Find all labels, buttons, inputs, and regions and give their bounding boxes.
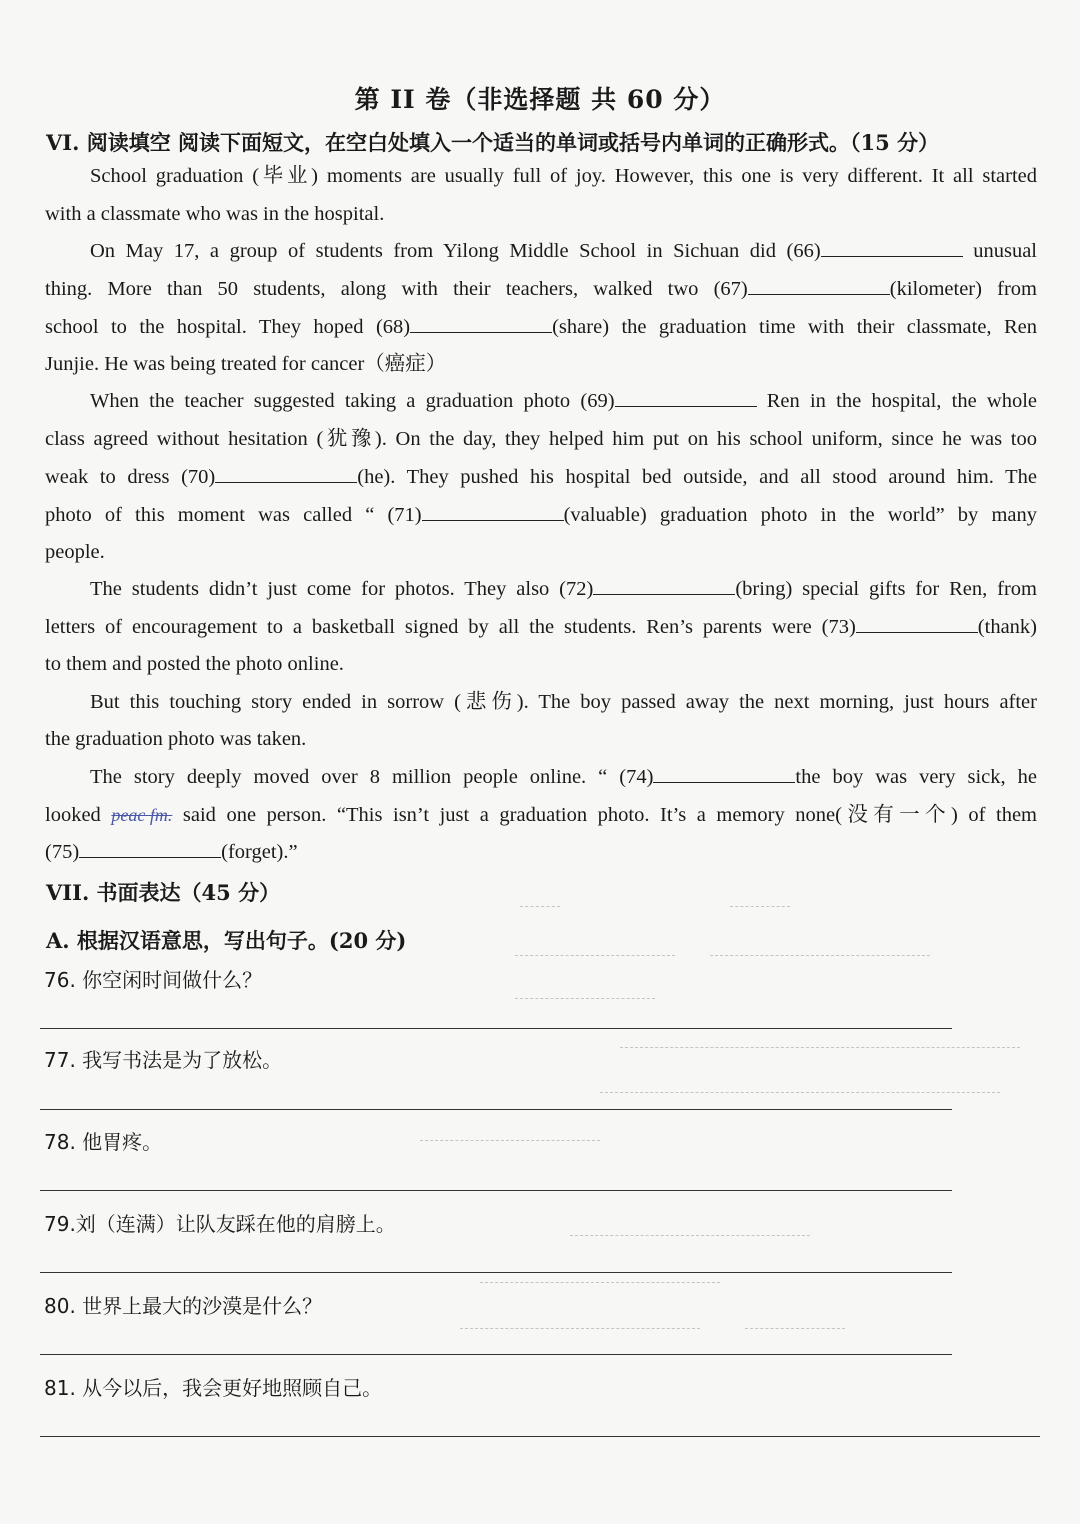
answer-line-76[interactable] bbox=[40, 1028, 952, 1029]
blank-71[interactable] bbox=[422, 502, 564, 521]
passage-line bbox=[90, 238, 1037, 264]
blank-67[interactable] bbox=[748, 276, 890, 295]
passage-line bbox=[90, 576, 1037, 602]
passage-text: letters of encouragement to a basketball signed by all the students. Ren’s parents were (73) bbox=[45, 616, 856, 638]
passage-line bbox=[90, 764, 1037, 790]
question-77: 77. 我写书法是为了放松。 bbox=[44, 1048, 283, 1072]
passage-text: The story deeply moved over 8 million people online. “ (74) bbox=[90, 766, 654, 788]
passage-line bbox=[90, 388, 1037, 414]
scan-smudge bbox=[745, 1328, 845, 1329]
passage-line bbox=[45, 839, 1037, 865]
passage-line: But this touching story ended in sorrow (悲伤). The boy passed away the next morning, just hours after bbox=[90, 691, 1037, 713]
blank-68[interactable] bbox=[410, 314, 552, 333]
question-76: 76. 你空闲时间做什么？ bbox=[44, 968, 263, 992]
section-7a-heading: A. 根据汉语意思，写出句子。(20 分) bbox=[46, 928, 407, 953]
section-6-heading: VI. 阅读填空 阅读下面短文，在空白处填入一个适当的单词或括号内单词的正确形式。（15 分） bbox=[46, 130, 940, 155]
passage-line bbox=[45, 614, 1037, 640]
passage-line: Junjie. He was being treated for cancer（癌症） bbox=[45, 353, 447, 375]
scan-smudge bbox=[570, 1235, 810, 1236]
passage-text: When the teacher suggested taking a graduation photo (69) bbox=[90, 390, 615, 412]
scan-smudge bbox=[710, 955, 930, 956]
scan-smudge bbox=[420, 1140, 600, 1141]
passage-line bbox=[45, 802, 1037, 828]
scan-smudge bbox=[515, 998, 655, 999]
blank-75[interactable] bbox=[79, 839, 221, 858]
passage-text: said one person. “This isn’t just a graduation photo. It’s a memory none(没有一个) of them bbox=[172, 804, 1037, 826]
passage-text: (forget).” bbox=[221, 841, 298, 863]
question-81: 81. 从今以后，我会更好地照顾自己。 bbox=[44, 1376, 383, 1400]
passage-text: the boy was very sick, he bbox=[795, 766, 1037, 788]
scan-smudge bbox=[620, 1047, 1020, 1048]
answer-line-78[interactable] bbox=[40, 1190, 952, 1191]
passage-line bbox=[45, 314, 1037, 340]
passage-line bbox=[45, 276, 1037, 302]
scan-smudge bbox=[600, 1092, 1000, 1093]
scan-smudge bbox=[480, 1282, 720, 1283]
answer-line-77[interactable] bbox=[40, 1109, 952, 1110]
answer-line-79[interactable] bbox=[40, 1272, 952, 1273]
blank-66[interactable] bbox=[821, 238, 963, 257]
blank-69[interactable] bbox=[615, 388, 757, 407]
passage-text: (valuable) graduation photo in the world” by many bbox=[563, 504, 1037, 526]
passage-line: the graduation photo was taken. bbox=[45, 728, 307, 750]
passage-text: Ren in the hospital, the whole bbox=[756, 390, 1037, 412]
answer-line-81[interactable] bbox=[40, 1436, 1040, 1437]
question-80: 80. 世界上最大的沙漠是什么？ bbox=[44, 1294, 323, 1318]
handwritten-mark: peac fm. bbox=[111, 805, 173, 825]
scan-smudge bbox=[460, 1328, 700, 1329]
scan-smudge bbox=[515, 955, 675, 956]
passage-line: School graduation (毕业) moments are usually full of joy. However, this one is very different. It all started bbox=[90, 165, 1037, 187]
scan-smudge bbox=[730, 906, 790, 907]
passage-text: (he). They pushed his hospital bed outside, and all stood around him. The bbox=[357, 466, 1037, 488]
passage-text: (75) bbox=[45, 841, 80, 863]
passage-text: On May 17, a group of students from Yilong Middle School in Sichuan did (66) bbox=[90, 240, 821, 262]
passage-text: photo of this moment was called “ (71) bbox=[45, 504, 422, 526]
paper-title: 第 II 卷（非选择题 共 60 分） bbox=[354, 85, 726, 114]
scan-smudge bbox=[520, 906, 560, 907]
blank-74[interactable] bbox=[653, 764, 795, 783]
question-78: 78. 他胃疼。 bbox=[44, 1130, 163, 1154]
passage-line: people. bbox=[45, 541, 105, 563]
passage-line: class agreed without hesitation (犹豫). On the day, they helped him put on his school uniform, since he was too bbox=[45, 428, 1037, 450]
passage-text: thing. More than 50 students, along with their teachers, walked two (67) bbox=[45, 278, 748, 300]
passage-line bbox=[45, 502, 1037, 528]
question-79: 79.刘（连满）让队友踩在他的肩膀上。 bbox=[44, 1212, 396, 1236]
passage-line: to them and posted the photo online. bbox=[45, 653, 344, 675]
blank-72[interactable] bbox=[593, 576, 735, 595]
blank-70[interactable] bbox=[215, 464, 357, 483]
passage-text: looked bbox=[45, 804, 101, 826]
passage-line bbox=[45, 464, 1037, 490]
passage-text: school to the hospital. They hoped (68) bbox=[45, 316, 411, 338]
passage-line: with a classmate who was in the hospital. bbox=[45, 203, 385, 225]
section-7-heading: VII. 书面表达（45 分） bbox=[46, 880, 281, 905]
passage-text: (kilometer) from bbox=[889, 278, 1037, 300]
answer-line-80[interactable] bbox=[40, 1354, 952, 1355]
passage-text: (share) the graduation time with their classmate, Ren bbox=[552, 316, 1037, 338]
blank-73[interactable] bbox=[856, 614, 978, 633]
passage-text: weak to dress (70) bbox=[45, 466, 216, 488]
passage-text: The students didn’t just come for photos. They also (72) bbox=[90, 578, 594, 600]
passage-text: unusual bbox=[962, 240, 1038, 262]
passage-text: (bring) special gifts for Ren, from bbox=[735, 578, 1037, 600]
passage-text: (thank) bbox=[977, 616, 1037, 638]
